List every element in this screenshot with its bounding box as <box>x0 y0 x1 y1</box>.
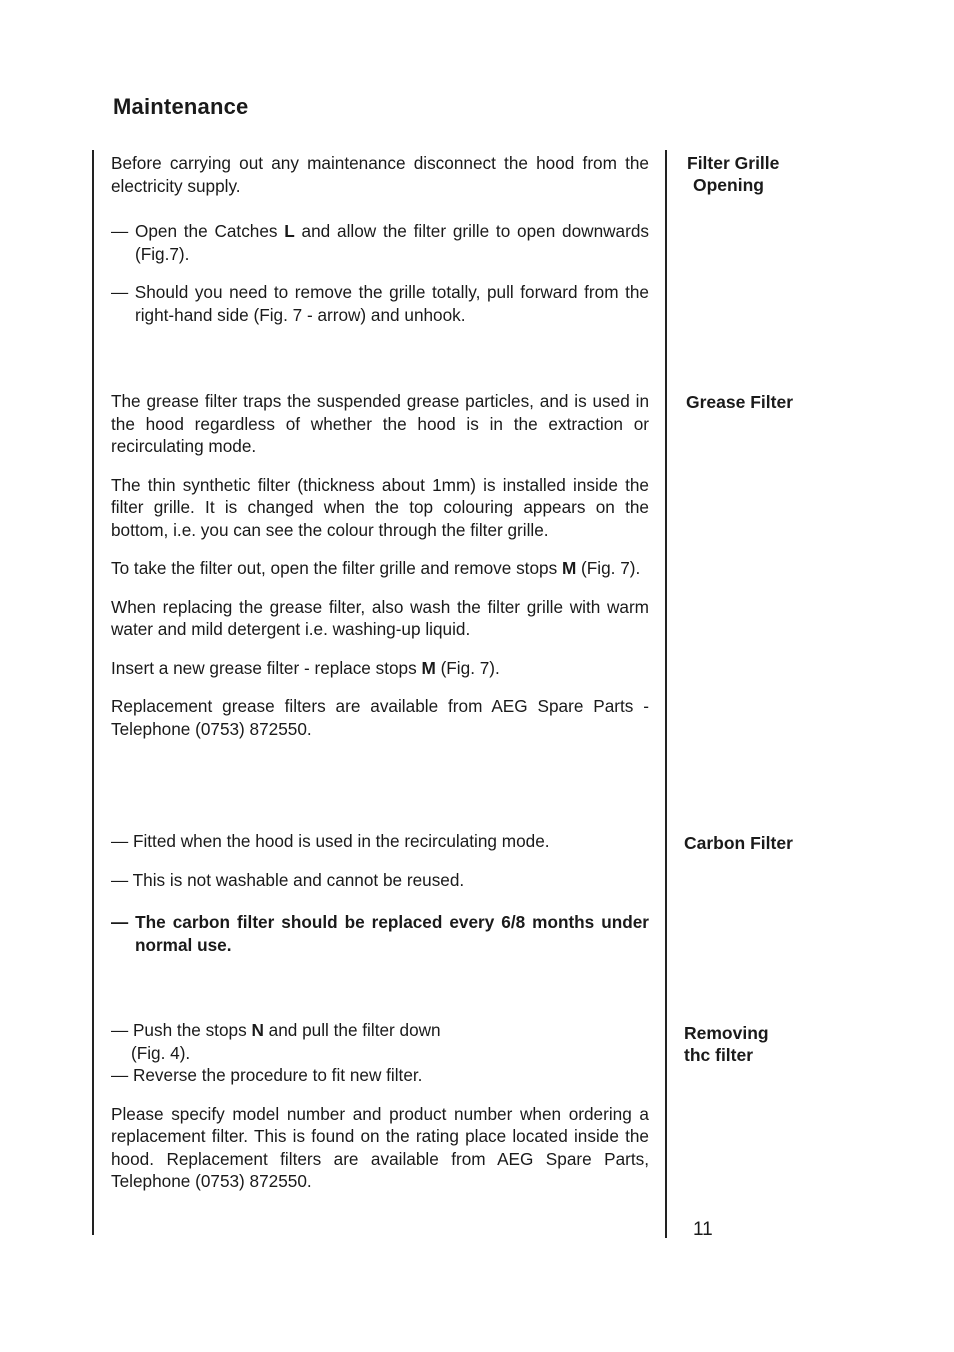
grease-paragraph-1: The grease filter traps the suspended grease particles, and is used in the hood regardless of whether the hood is in the extraction or recirculating mode. <box>111 391 649 456</box>
carbon-section <box>111 830 649 956</box>
column-divider-rule <box>665 150 667 1238</box>
opening-intro: Before carrying out any maintenance disconnect the hood from the electricity supply. <box>111 153 649 196</box>
carbon-bullet-2: — This is not washable and cannot be reused. <box>111 869 465 890</box>
side-heading-filter-grille-opening: Filter Grille Opening <box>687 153 780 195</box>
grease-paragraph-5: Insert a new grease filter - replace stops M (Fig. 7). <box>111 657 500 678</box>
removing-step-2: — Reverse the procedure to fit new filter. <box>111 1065 423 1085</box>
page-title: Maintenance <box>113 94 249 119</box>
left-margin-rule <box>92 150 94 1235</box>
side-heading-grease-filter: Grease Filter <box>686 392 793 412</box>
opening-step-1: — Open the Catches L and allow the filter grille to open downwards (Fig.7). <box>111 221 649 264</box>
opening-section <box>111 152 649 326</box>
removing-step-1-figure: (Fig. 4). <box>131 1042 191 1063</box>
removing-step-1: — Push the stops N and pull the filter down <box>111 1020 441 1040</box>
carbon-bullet-3: — The carbon filter should be replaced every 6/8 months under normal use. <box>111 912 649 955</box>
side-heading-carbon-filter: Carbon Filter <box>684 833 793 853</box>
grease-paragraph-2: The thin synthetic filter (thickness about 1mm) is installed inside the filter grille. It is changed when the top colouring appears on the bottom, i.e. you can see the colour through the filter grille. <box>111 474 649 540</box>
opening-step-2: — Should you need to remove the grille totally, pull forward from the right-hand side (Fig. 7 - arrow) and unhook. <box>111 282 649 325</box>
grease-section <box>111 390 649 740</box>
removing-paragraph: Please specify model number and product number when ordering a replacement filter. This is found on the rating place located inside the hood. Replacement filters are available from AEG Spare Parts, Telephone (0753) 872550. <box>111 1103 649 1191</box>
grease-paragraph-6: Replacement grease filters are available from AEG Spare Parts - Telephone (0753) 872550. <box>111 696 649 739</box>
grease-paragraph-4: When replacing the grease filter, also wash the filter grille with warm water and mild detergent i.e. washing-up liquid. <box>111 596 649 639</box>
grease-paragraph-3: To take the filter out, open the filter grille and remove stops M (Fig. 7). <box>111 558 641 578</box>
side-heading-removing-filter: Removing thc filter <box>684 1023 769 1065</box>
removing-section <box>111 1019 649 1193</box>
page-number: 11 <box>693 1219 713 1240</box>
carbon-bullet-1: — Fitted when the hood is used in the recirculating mode. <box>111 831 550 851</box>
